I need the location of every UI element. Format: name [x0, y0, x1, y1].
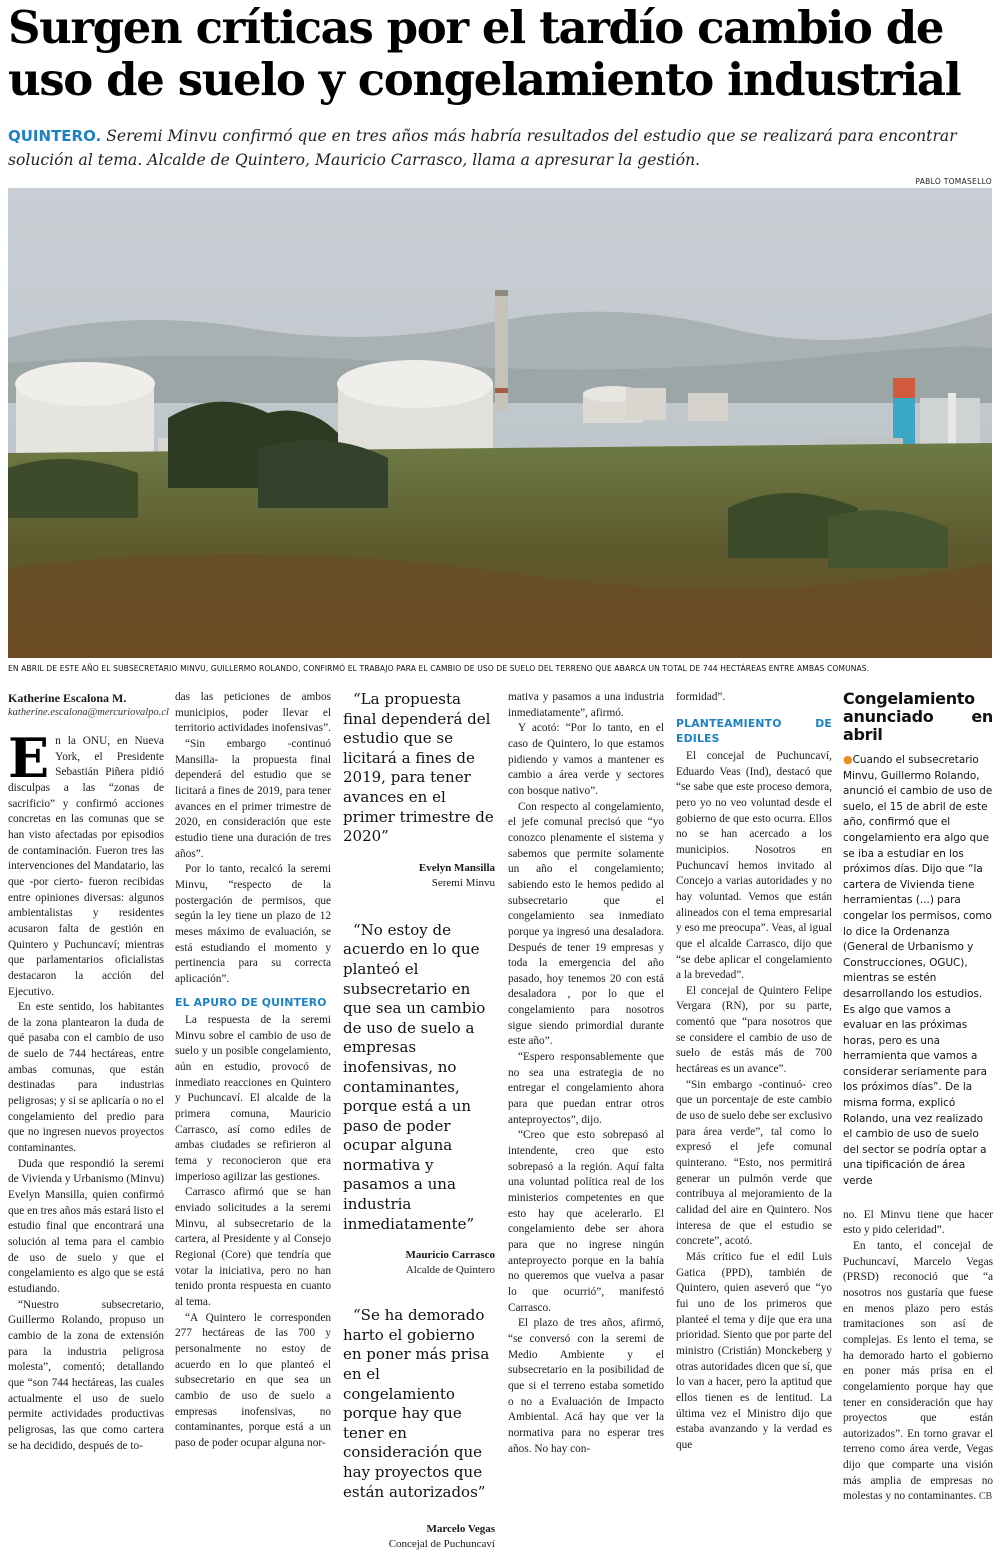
end-mark: CB — [978, 1491, 993, 1503]
article-paragraph: Más crítico fue el edil Luis Gatica (PPD), también de Quintero, quien aseveró que “yo fui uno de los primeros que planteé el tema y dije que era una prioridad. Siento que por parte del ministro (Cristián) Monckeberg y otras autoridades dicen que sí, que lo van a hacer, pero la aptitud que ellos tienen es de lentitud. La última vez el Ministro dijo que estaba avanzando y la verdad es que — [676, 1250, 832, 1451]
column-5 — [676, 690, 832, 1454]
sidebar-text: Cuando el subsecretario Minvu, Guillermo Rolando, anunció el cambio de uso de suelo, el 15 de abril de este año, confirmó que el congelamiento era algo que se iba a estudiar en los próximos días. Dijo que “la cartera de Vivienda tiene herramientas (...) para congelar los permisos, como lo dice la Ordenanza (General de Urbanismo y Construcciones, OGUC), mientras se estén desarrollando los estudios. Es algo que vamos a evaluar en las próximas horas, pero es una herramienta que vamos a considerar seriamente para los próximos días”. De la misma forma, explicó Rolando, una vez realizado el cambio de uso de suelo del sector se podría optar a una tipificación de área verde — [843, 754, 993, 1188]
article-paragraph: “Sin embargo -continuó- creo que un porcentaje de este cambio de uso de suelo debe ser exclusivo para área verde”, tal como lo expresó el jefe comunal quinterano. “Esto, nos permitirá generar un pulmón verde que contribuya al mejoramiento de la calidad del aire en Quintero. Nos interesa de que el estudio se concrete”, acotó. — [676, 1078, 832, 1248]
article-paragraph: En este sentido, los habitantes de la zona plantearon la duda de qué pasaba con el cambio de uso de suelo de 744 hectáreas, entre ambas comunas, que están destinadas para industrias peligrosas; y si se aplicaría o no el congelamiento del predio para que no ingresen nuevos proyectos contaminantes. — [8, 1001, 164, 1155]
quote-attribution — [343, 861, 495, 891]
article-paragraph: La respuesta de la seremi Minvu sobre el cambio de uso de suelo y un posible congelamiento, aún en estudio, provocó de inmediato reacciones en Quintero y Puchuncaví. El alcalde de la primera comuna, Mauricio Carrasco, así como ediles de ambas ciudades se refirieron al tema y reconocieron que era imperioso agilizar las gestiones. — [175, 1014, 331, 1183]
quote-name: Evelyn Mansilla — [418, 861, 495, 874]
article-paragraph: El plazo de tres años, afirmó, “se conversó con la seremi de Medio Ambiente y el subsecretario en la posibilidad de que si el terreno estaba sometido o no a Evaluación de Impacto Ambiental. Acá hay que ver la normativa para no esperar tres años. No hay con- — [508, 1317, 664, 1455]
quote-text: “Se ha demorado harto el gobierno en poner más prisa en el congelamiento porque hay que tener en consideración que hay proyectos que están autorizados” — [343, 1306, 490, 1501]
quote-role: Seremi Minvu — [431, 876, 495, 889]
quote-attribution — [343, 1522, 495, 1552]
article-paragraph: El concejal de Puchuncaví, Eduardo Veas (Ind), destacó que “se sabe que este proceso demora, pero yo no veo voluntad desde el gobierno de que esto ocurra. Ellos no se han acercado a los municipios. Nosotros en Puchuncaví hemos invitado al Concejo a varias autoridades y no hay voluntad. Vemos que están alineados con el tema empresarial y eso me preocupa”. Veas, al igual que el alcalde Carrasco, dijo que “se debe aplicar el congelamiento a la brevedad”. — [676, 749, 832, 982]
photo-illustration — [8, 188, 992, 658]
quote-text: “No estoy de acuerdo en lo que planteó el subsecretario en que sea un cambio de uso de suelo a empresas inofensivas, no contaminantes, porque está a un paso de poder ocupar alguna normativa y pasamos a una industria inmediatamente” — [343, 920, 486, 1233]
article-paragraph: Con respecto al congelamiento, el jefe comunal precisó que “yo conozco plenamente el sistema y sabemos que permite solamente un año el congelamiento; sabiendo esto le hemos pedido al subsecretario que el congelamiento sea inmediato porque ya ingresó una desaladora. Después de tener 19 empresas y toda la emergencia del año pasado, hoy tenemos 20 con está desaladora , por lo que el congelamiento para nosotros sigue siendo primordial durante este año”. — [508, 800, 664, 1048]
article-paragraph: “Nuestro subsecretario, Guillermo Rolando, propuso un cambio de la zona de extensión para la industria peligrosa molesta”, comentó; detallando que “son 744 hectáreas, las cuales actualmente el uso de suelo permite actividades productivas peligrosas, las que como cartera se ha decidido, después de to- — [8, 1298, 164, 1452]
photo-credit: PABLO TOMASELLO — [915, 177, 992, 186]
article-paragraph: mativa y pasamos a una industria inmediatamente”, afirmó. — [508, 691, 664, 719]
quote-role: Alcalde de Quintero — [405, 1264, 495, 1277]
article-paragraph: “A Quintero le corresponden 277 hectáreas de las 700 y personalmente no estoy de acuerdo en lo que planteó el subsecretario en que sea un cambio de uso de suelo a empresas inofensivas, no contaminantes, porque está a un paso de poder ocupar alguna nor- — [175, 1311, 331, 1449]
pull-quote — [343, 1306, 495, 1552]
headline: Surgen críticas por el tardío cambio de uso de suelo y congelamiento industrial — [8, 1, 961, 106]
photo — [8, 188, 992, 658]
deck-location: QUINTERO. — [8, 127, 102, 145]
column-1 — [8, 690, 169, 1454]
subhead-planteamiento: PLANTEAMIENTO DE EDILES — [676, 716, 832, 746]
byline-email: katherine.escalona@mercuriovalpo.cl — [8, 707, 169, 718]
bullet-icon: ● — [843, 753, 853, 766]
deck — [8, 124, 992, 172]
article-paragraph: En tanto, el concejal de Puchuncaví, Marcelo Vegas (PRSD) reconoció que “a nosotros nos gustaría que fuese en menos plazo pero estás tramitaciones son así de complejas. Es lento el tema, se ha demorado harto el gobierno en poner más prisa en el congelamiento porque hay que tener en consideración que hay proyectos que están autorizados”. En torno gravar el terreno como área verde, Vegas dijo que comparte una visión más amplia de empresas no molestas y no contaminantes. CB — [843, 1239, 993, 1503]
sidebar-title: Congelamiento anunciado en abril — [843, 689, 993, 744]
byline-name: Katherine Escalona M. — [8, 691, 127, 705]
quote-attribution — [343, 1248, 495, 1278]
article-paragraph: no. El Minvu tiene que hacer esto y pido celeridad”. — [843, 1208, 993, 1237]
article-paragraph: El concejal de Quintero Felipe Vergara (RN), por su parte, comentó que “para nosotros que se considere el cambio de uso de suelo de estás más de 700 hectáreas es un avance”. — [676, 984, 832, 1076]
article-paragraph: formidad”. — [676, 691, 726, 703]
column-4 — [508, 690, 664, 1457]
quote-text: “La propuesta final dependerá del estudio que se licitará a fines de 2019, para tener avances en el primer trimestre de 2020” — [343, 690, 494, 846]
subhead-el-apuro: EL APURO DE QUINTERO — [175, 996, 327, 1010]
quote-name: Mauricio Carrasco — [405, 1249, 495, 1262]
article-paragraph: Por lo tanto, recalcó la seremi Minvu, “respecto de la postergación de permisos, que según la ley tiene un plazo de 12 meses máximo de evaluación, se está estudiando el momento y pertinencia para su correcta aplicación”. — [175, 863, 331, 985]
column-6 — [843, 690, 993, 1505]
article-paragraph: “Sin embargo -continuó Mansilla- la propuesta final dependerá del estudio que se licitará a fines de 2019, para tener avances en el primer trimestre de 2020, en consideración que este estudio tiene una duración de tres años”. — [175, 737, 331, 860]
dropcap: E — [8, 726, 50, 790]
article-paragraph: Duda que respondió la seremi de Vivienda y Urbanismo (Minvu) Evelyn Mansilla, quien confirmó que en tres años más estará listo el estudio final que encontrará una solución al tema para el cambio de uso de suelo y que el congelamiento es algo que se está estudiando. — [8, 1157, 164, 1295]
article-paragraph: “Espero responsablemente que no sea una estrategia de no entregar el congelamiento ahora para que puedan entrar otros anteproyectos”, dijo. — [508, 1051, 664, 1126]
article-paragraph: das las peticiones de ambos municipios, poder llevar el territorio actividades inofensivas”. — [175, 691, 331, 735]
article-paragraph: Carrasco afirmó que se han enviado solicitudes a la seremi Minvu, al subsecretario de la cartera, al Presidente y al Consejo Regional (Core) que tendría que votar la iniciativa, pero no han tenido pronta respuesta en cuanto al tema. — [175, 1186, 331, 1308]
quote-role: Concejal de Puchuncaví — [388, 1538, 495, 1551]
column-quotes — [343, 690, 495, 1552]
column-2 — [175, 690, 331, 1452]
article-paragraph: “Creo que esto sobrepasó al intendente, creo que esto sobrepasó a la región. Aquí falta una voluntad política real de los ministerios competentes en que esto hay que acelerarlo. El congelamiento debe ser ahora para que no ingrese ningún anteproyecto porque en la bahía no queremos que vuelva a pasar lo que ocurrió”, manifestó Carrasco. — [508, 1129, 664, 1314]
pull-quote — [343, 690, 495, 891]
sidebar-box — [843, 752, 993, 1190]
article-paragraph: En la ONU, en Nueva York, el Presidente Sebastián Piñera pidió disculpas a las “zonas de sacrificio” y confirmó acciones concretas en las comunas que se han visto afectadas por episodios de contaminación. Fueron tres las intervenciones del Mandatario, las que -por cierto- fueron recibidas entre opiniones diversas: algunos ambientalistas y residentes acusaron falta de gestión en Quintero y Puchuncaví; mientras que parlamentarios oficialistas destacaron la acción del Ejecutivo. — [8, 726, 164, 998]
quote-name: Marcelo Vegas — [426, 1523, 495, 1536]
photo-caption: EN ABRIL DE ESTE AÑO EL SUBSECRETARIO MINVU, GUILLERMO ROLANDO, CONFIRMÓ EL TRABAJO PARA EL CAMBIO DE USO DE SUELO DEL TERRENO QUE ABARCA UN TOTAL DE 744 HECTÁREAS ENTRE AMBAS COMUNAS. — [8, 664, 870, 673]
article-paragraph: Y acotó: “Por lo tanto, en el caso de Quintero, lo que estamos pidiendo y vamos a mantener es cambio a área verde y sectores con bosque nativo”. — [508, 722, 664, 797]
deck-text: Seremi Minvu confirmó que en tres años más habría resultados del estudio que se realizará para encontrar solución al tema. Alcalde de Quintero, Mauricio Carrasco, llama a apresurar la gestión. — [8, 127, 957, 169]
pull-quote — [343, 921, 495, 1279]
